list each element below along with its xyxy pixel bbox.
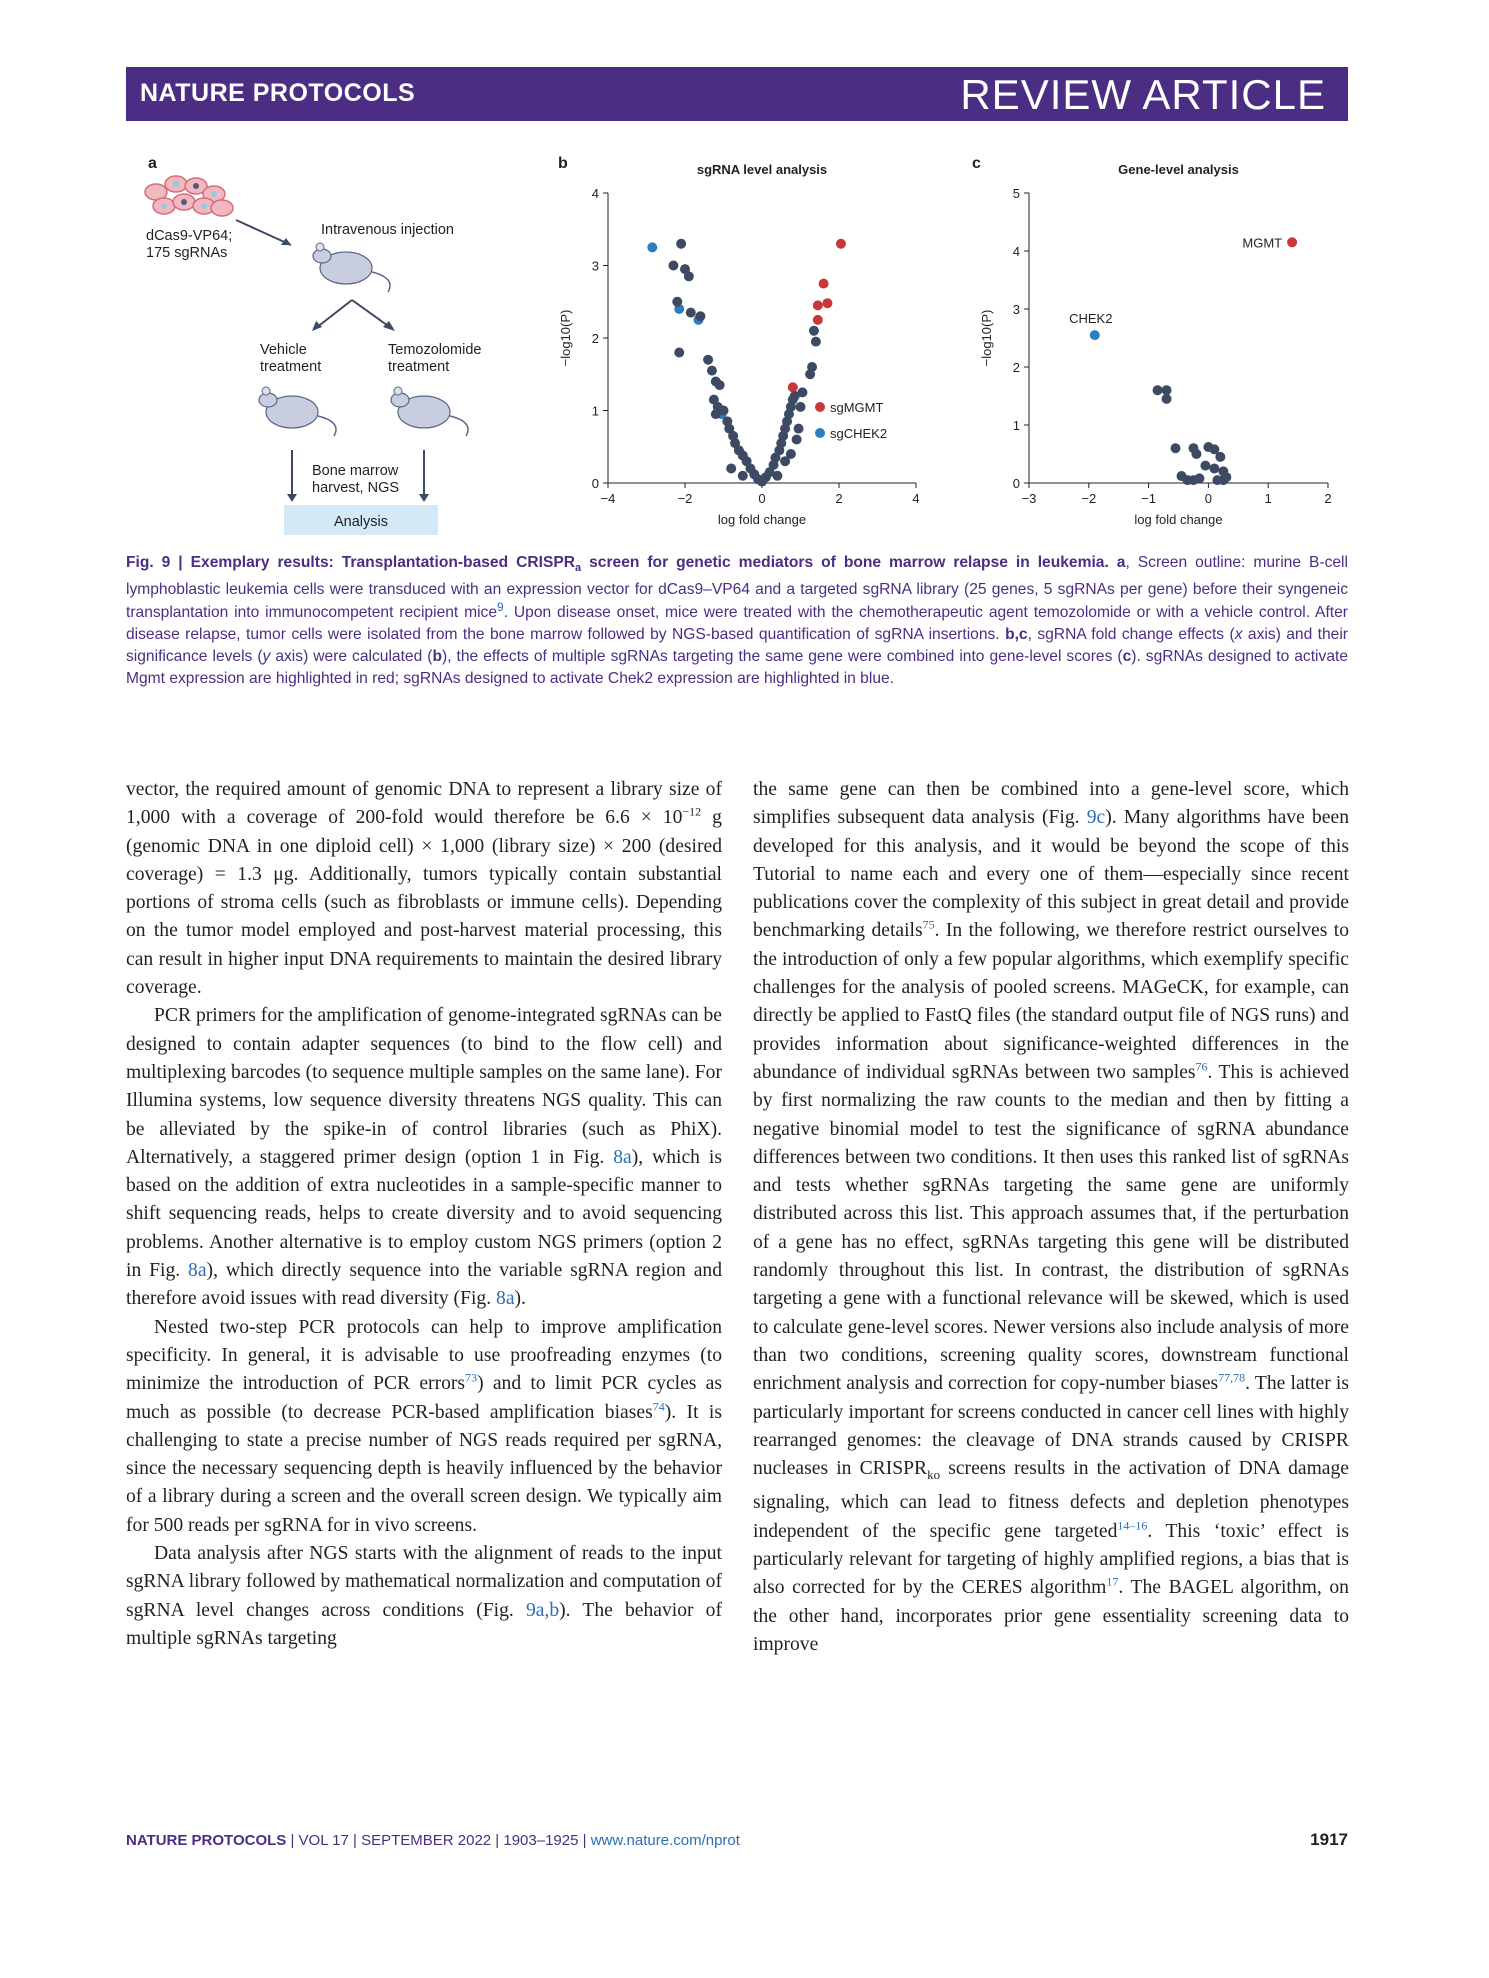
data-point-other [772,471,782,481]
caption-y-var: y [262,647,271,665]
figure-9 [126,150,1348,540]
caption-a-text-2: . Upon disease onset, mice were treated with the chemotherapeutic agent temozolomide or with a vehicle control. After disease relapse, tumor cells were isolated from the bone marrow followed by NGS-based quantification of sgRNA insertions. [126,603,1348,643]
data-point-other [674,348,684,358]
text-run: ). Many algorithms have been developed for this analysis, and it would be beyond the scope of this Tutorial to name each and every one of them—especially since recent publications cover the complexity of this subject in great detail and provide benchmarking details [753,807,1349,942]
data-point-other [738,471,748,481]
gene-scatter-chart [979,162,1332,527]
footer-url[interactable]: www.nature.com/nprot [590,1832,740,1849]
chart-title: sgRNA level analysis [696,162,828,177]
text-run: . This ‘toxic’ effect is particularly relevant for targeting of highly amplified regions, a bias that is also corrected for by the CERES algorithm [753,1520,1349,1599]
data-point-other [1162,394,1172,404]
data-point-sgchek2 [647,242,657,252]
data-point-other [1209,464,1219,474]
footer-journal: NATURE PROTOCOLS [126,1832,287,1849]
citation-link[interactable]: 17 [1106,1574,1119,1589]
data-point-other [809,326,819,336]
paragraph [126,1540,722,1653]
x-axis-label: log fold change [1134,512,1223,527]
legend-marker [815,402,825,412]
x-tick-label: 4 [912,491,920,506]
vehicle-label-1: Vehicle [260,342,307,358]
chart-title: Gene-level analysis [1118,162,1239,177]
text-run: ), which directly sequence into the variable sgRNA region and therefore avoid issues with read diversity (Fig. [126,1260,723,1310]
body-column-left [126,776,722,1653]
analysis-label: Analysis [334,514,388,530]
y-axis-label: −log10(P) [979,309,994,367]
data-point-other [811,337,821,347]
data-point-other [1171,443,1181,453]
data-point-other [780,456,790,466]
figure-link[interactable]: 9c [1086,807,1106,829]
x-tick-label: 0 [758,491,766,506]
harvest-label-2: harvest, NGS [312,480,400,496]
figure-link[interactable]: 8a [496,1288,515,1310]
data-point-other [1215,452,1225,462]
data-point-other [684,271,694,281]
text-run: ). [514,1288,526,1310]
y-tick-label: 1 [1012,418,1020,433]
x-tick-label: 0 [1204,491,1213,506]
journal-banner [126,67,1348,121]
panel-b-label: b [558,155,568,172]
x-tick-label: 1 [1264,491,1272,506]
body-column-right [753,776,1349,1659]
data-point-other [686,308,696,318]
y-tick-label: 2 [1012,360,1020,375]
figure-link[interactable]: 9a,b [525,1599,560,1621]
x-tick-label: −4 [600,491,616,506]
data-point-sgmgmt [819,279,829,289]
harvest-label-1: Bone marrow [312,463,399,479]
x-tick-label: −2 [1081,491,1097,506]
y-tick-label: 3 [591,258,599,274]
legend-label: sgCHEK2 [830,426,888,441]
caption-bc-text-5: ). sgRNAs designed to activate Mgmt expression are highlighted in red; sgRNAs designed to activate Chek2 expression are highlighted in blue. [126,647,1348,688]
x-axis-label: log fold change [717,512,807,527]
y-tick-label: 4 [591,186,599,201]
caption-bc-text-4: ), the effects of multiple sgRNAs targeting the same gene were combined into gene-level scores ( [442,647,1123,665]
data-point-other [676,239,686,249]
caption-title: Fig. 9 | Exemplary results: Transplantation-based CRISPR [126,554,576,571]
caption-title-end: screen for genetic mediators of bone marrow relapse in leukemia. [581,554,1109,571]
data-point-other [792,435,802,445]
legend-label: sgMGMT [830,400,884,415]
footer-date: SEPTEMBER 2022 [361,1832,492,1849]
text-run: ). The behavior of multiple sgRNAs targeting [126,1599,722,1649]
caption-a-label: a [1116,554,1126,571]
data-point-sgmgmt [813,315,823,325]
data-point-other [1200,461,1210,471]
mouse-icon-vehicle [259,387,336,436]
caption-bc-text-1: , sgRNA fold change effects ( [1027,625,1235,643]
caption-bc-text-2: axis) and their significance levels ( [126,625,1349,665]
text-run: ) and to limit PCR cycles as much as possible (to decrease PCR-based amplification biases [126,1373,722,1423]
data-point-other [794,424,804,434]
data-point-mgmt [1287,237,1297,247]
text-run: g (genomic DNA in one diploid cell) × 1,000 (library size) × 200 (desired coverage) = 1.3 μg. Additionally, tumors typically contain substantial portions of stroma cells (such as fibroblasts or immune cells). Depending on the tumor model employed and post-harvest material processing, this can result in higher input DNA requirements to maintain the desired library coverage. [126,807,722,999]
figure-caption [126,552,1348,690]
y-tick-label: 3 [1012,302,1020,317]
data-point-other [719,406,729,416]
caption-bc-text-3: axis) were calculated ( [270,647,433,665]
text-run: . In the following, we therefore restrict ourselves to the introduction of only a few popular algorithms, which exemplify specific challenges for the analysis of pooled screens. MAGeCK, for example, can directly be applied to FastQ files (the standard output file of NGS runs) and provides information about significance-weighted differences in the abundance of individual sgRNAs between two samples [753,920,1349,1083]
subscript: ko [927,1467,941,1483]
x-tick-label: −3 [1021,491,1037,506]
x-tick-label: 2 [835,491,843,506]
data-point-sgmgmt [822,298,832,308]
data-point-other [726,464,736,474]
citation-link[interactable]: 75 [922,917,935,932]
data-point-sgmgmt [836,239,846,249]
x-tick-label: −2 [677,491,693,506]
tmz-label-2: treatment [388,359,450,375]
citation-link[interactable]: 76 [1195,1059,1208,1074]
text-run: Nested two-step PCR protocols can help to improve amplification specificity. In general, it is advisable to use proofreading enzymes (to minimize the introduction of PCR errors [126,1316,722,1395]
data-point-other [1194,473,1204,483]
data-point-other [1191,449,1201,459]
article-type: REVIEW ARTICLE [960,71,1326,118]
journal-name: NATURE PROTOCOLS [140,79,416,107]
text-run: . The BAGEL algorithm, on the other hand, incorporates prior gene essentiality screening data to improve [753,1577,1349,1655]
paragraph [753,776,1349,1659]
caption-b-ref: b [432,647,442,665]
data-point-sgmgmt [788,382,798,392]
cell-label-line-1: dCas9-VP64; [146,228,233,244]
text-run: vector, the required amount of genomic DNA to represent a library size of 1,000 with a coverage of 200-fold would therefore be 6.6 × 10 [126,779,722,829]
panel-c-label: c [972,155,981,172]
data-point-sgmgmt [813,300,823,310]
page-footer: NATURE PROTOCOLS | VOL 17 | SEPTEMBER 2022 | 1903–1925 | www.nature.com/nprot 1917 [126,1830,1348,1849]
y-tick-label: 2 [591,331,599,346]
data-point-other [695,311,705,321]
text-run: . The latter is particularly important for screens conducted in cancer cell lines with highly rearranged genomes: the cleavage of DNA strands caused by CRISPR nucleases in CRISPR [753,1373,1349,1480]
caption-a-ref[interactable]: 9 [497,599,504,614]
paragraph [126,1314,722,1540]
figure-link[interactable]: 8a [613,1146,632,1168]
paragraph [126,1002,722,1313]
data-point-other [672,297,682,307]
y-tick-label: 0 [591,476,599,491]
data-point-other [707,366,717,376]
citation-link[interactable]: 14–16 [1117,1518,1148,1533]
cell-cluster-illustration [145,176,233,216]
panel-a-label: a [148,155,157,172]
caption-c-ref: c [1122,647,1132,665]
citation-link[interactable]: 73 [465,1370,478,1385]
legend-marker [815,428,825,438]
caption-x-var: x [1234,625,1243,643]
y-tick-label: 4 [1012,244,1020,259]
data-point-other [703,355,713,365]
tmz-label-1: Temozolomide [388,342,482,358]
page-number: 1917 [1310,1830,1348,1849]
y-tick-label: 5 [1012,186,1020,201]
text-run: . This is achieved by first normalizing the raw counts to the median and then by fitting a negative binomial model to test the significance of sgRNA abundance differences between two conditions. It then uses this ranked list of sgRNAs and tests whether sgRNAs targeting the same gene are uniformly distributed across this list. This approach assumes that, if the perturbation of a gene has no effect, sgRNAs targeting this gene will be distributed randomly throughout this list. In contrast, the distribution of sgRNAs targeting a gene with a functional relevance will be skewed, which is used to calculate gene-level scores. Newer versions also include analysis of more than two conditions, screening quality scores, downstream functional enrichment analysis and correction for copy-number biases [753,1061,1350,1395]
citation-link[interactable]: 77,78 [1218,1370,1246,1385]
y-axis-label: −log10(P) [558,309,573,367]
mouse-icon-temozolomide [391,387,468,436]
data-point-other [1162,385,1172,395]
text-run: PCR primers for the amplification of genome-integrated sgRNAs can be designed to contain adapter sequences (to bind to the flow cell) and multiplexing barcodes (to sequence multiple samples on the same lane). For Illumina systems, low sequence diversity threatens NGS quality. This can be alleviated by the spike-in of control libraries (such as PhiX). Alternatively, a staggered primer design (option 1 in Fig. [126,1005,722,1168]
figure-svg [126,150,1348,540]
x-tick-label: 2 [1324,491,1332,506]
cell-label-line-2: 175 sgRNAs [146,245,228,261]
mouse-icon-injected [313,243,390,292]
caption-a-text-1: , Screen outline: murine B-cell lymphoblastic leukemia cells were transduced with an expression vector for dCas9–VP64 and a targeted sgRNA library (25 genes, 5 sgRNAs per gene) before their syngeneic transplantation into immunocompetent recipient mice [126,554,1348,621]
footer-volume: VOL 17 [298,1832,349,1849]
sgrna-scatter-chart [558,162,920,527]
footer-pages: 1903–1925 [503,1832,579,1849]
paragraph [126,776,722,1002]
point-label: MGMT [1242,235,1283,251]
citation-link[interactable]: 74 [652,1399,665,1413]
text-run: ). It is challenging to state a precise number of NGS reads required per sgRNA, since the necessary sequencing depth is heavily influenced by the behavior of a library during a screen and the overall screen design. We typically aim for 500 reads per sgRNA for in vivo screens. [126,1401,722,1536]
text-run: ), which is based on the addition of extra nucleotides in a sample-specific manner to shift sequencing reads, helps to create diversity and to avoid sequencing problems. Another alternative is to employ custom NGS primers (option 2 in Fig. [126,1146,722,1282]
figure-link[interactable]: 8a [188,1260,207,1282]
text-run: the same gene can then be combined into a gene-level score, which simplifies subsequent data analysis (Fig. [753,779,1349,829]
data-point-other [668,261,678,271]
y-tick-label: 1 [591,403,599,419]
data-point-other [715,380,725,390]
y-tick-label: 0 [1012,476,1020,491]
vehicle-label-2: treatment [260,359,322,375]
data-point-other [796,402,806,412]
text-run: Data analysis after NGS starts with the alignment of reads to the input sgRNA library followed by mathematical normalization and computation of sgRNA level changes across conditions (Fig. [126,1543,722,1621]
data-point-other [807,362,817,372]
caption-bc-label: b,c [1005,625,1028,643]
x-tick-label: −1 [1141,491,1157,506]
data-point-chek2 [1090,330,1100,340]
exponent: −12 [682,804,702,819]
data-point-other [797,387,807,397]
caption-title-sub: a [575,562,582,575]
injection-label: Intravenous injection [321,222,454,238]
data-point-other [1153,385,1163,395]
data-point-other [1221,472,1231,482]
text-run: screens results in the activation of DNA damage signaling, which can lead to fitness defects and depletion phenotypes independent of the specific gene targeted [753,1458,1350,1542]
point-label: CHEK2 [1069,311,1113,327]
